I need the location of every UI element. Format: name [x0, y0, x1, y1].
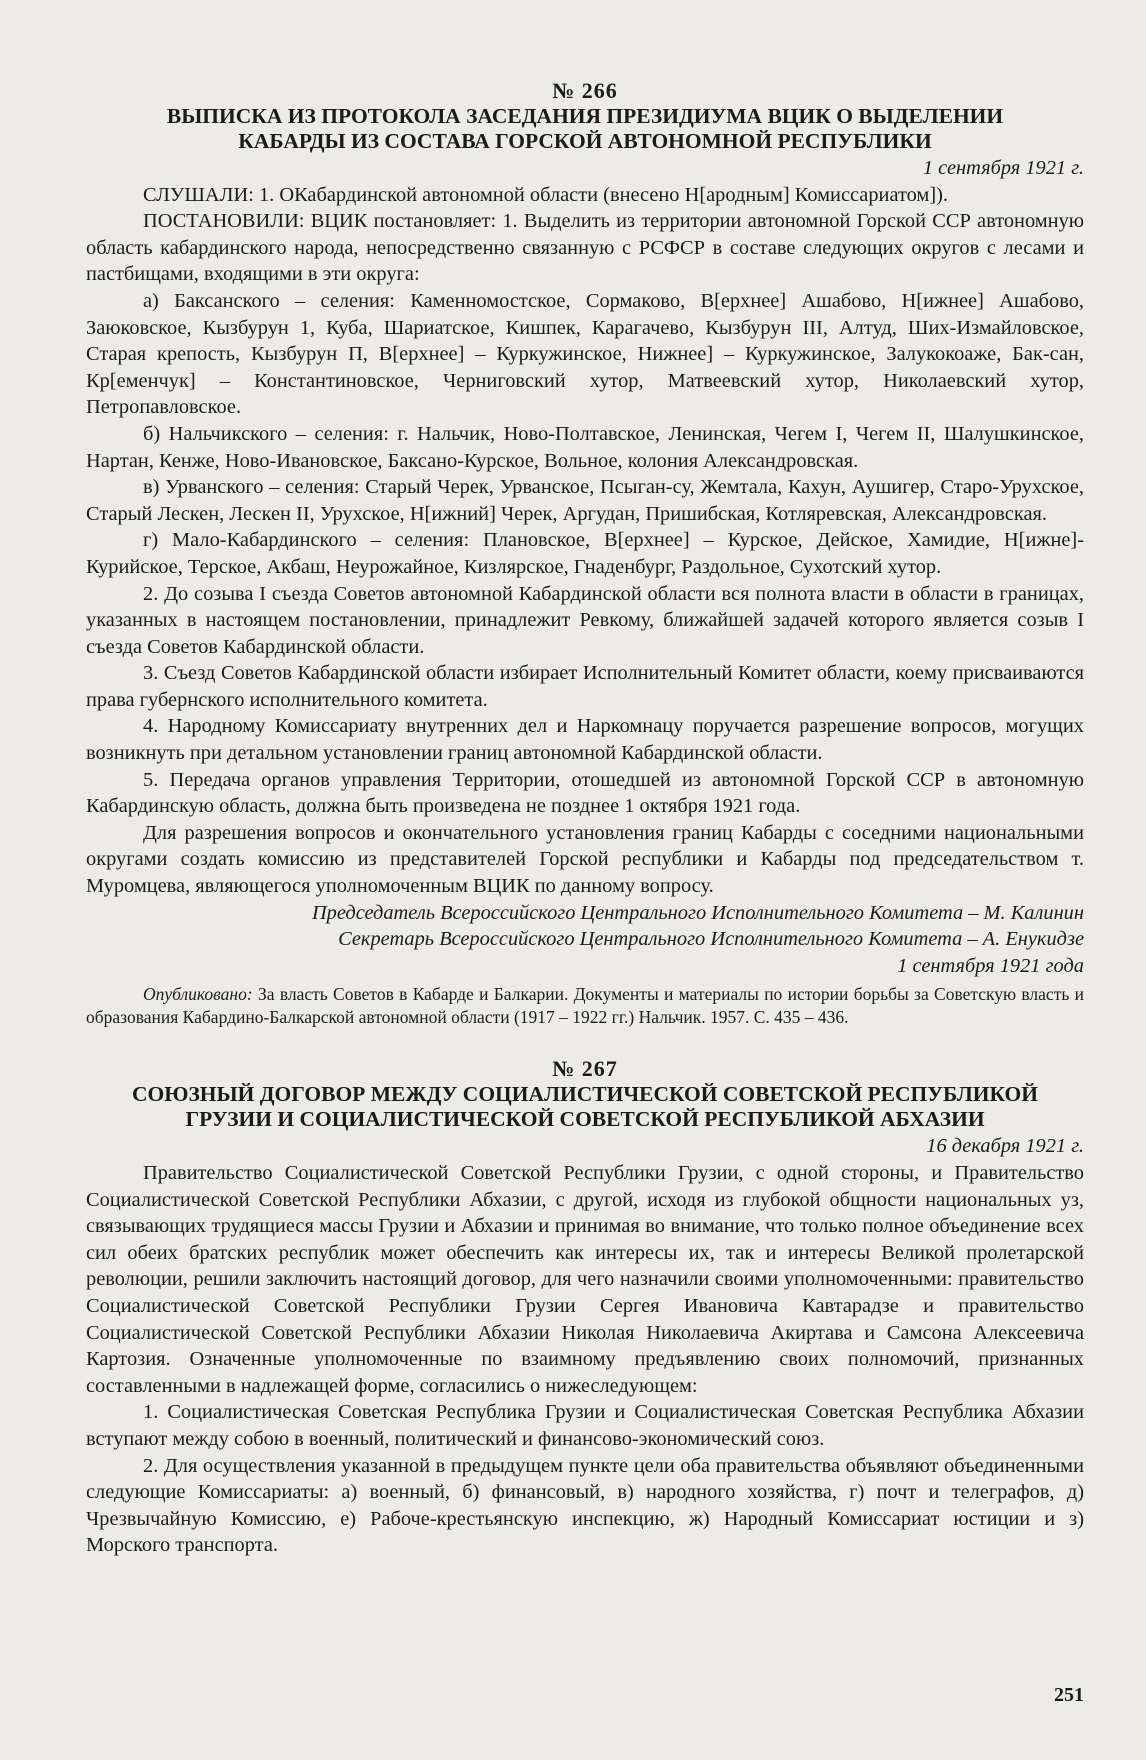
doc-266-paragraph: 2. До созыва I съезда Советов автономной Кабардинской области вся полнота власти в области в границах, указанных в настоящем постановлении, принадлежит Ревкому, ближайшей задачей которого является созыв I съезда Советов Кабардинской области. [86, 582, 1084, 658]
doc-266-title-line-1: ВЫПИСКА ИЗ ПРОТОКОЛА ЗАСЕДАНИЯ ПРЕЗИДИУМА ВЦИК О ВЫДЕЛЕНИИ [166, 104, 1004, 128]
doc-266-paragraph: а) Баксанского – селения: Каменномостское, Сормаково, В[ерхнее] Ашабово, Н[ижнее] Ашабово, Заюковское, Кызбурун 1, Куба, Шариатское, Кишпек, Карагачево, Кызбурун III, Алтуд, Ших-Измайловское, Старая крепость, Кызбурун П, В[ерхнее] – Куркужинское, Нижнее] – Куркужинское, Залукокоаже, Бак-сан, Кр[еменчук] – Константиновское, Черниговский хутор, Матвеевский хутор, Николаевский хутор, Петропавловское. [86, 289, 1084, 419]
doc-266-paragraph: в) Урванского – селения: Старый Черек, Урванское, Псыган-су, Жемтала, Кахун, Аушигер, Старо-Урухское, Старый Лескен, Лескен II, Урухское, Н[ижний] Черек, Аргудан, Пришибская, Котляревская, Александровская. [86, 476, 1084, 525]
doc-267-date: 16 декабря 1921 г. [926, 1135, 1084, 1158]
doc-266-paragraph: 4. Народному Комиссариату внутренних дел и Наркомнацу поручается разрешение вопросов, могущих возникнуть при детальном установлении границ автономной Кабардинской области. [86, 715, 1084, 765]
section-gap [86, 1028, 1084, 1056]
doc-267-paragraph: 2. Для осуществления указанной в предыдущем пункте цели оба правительства объявляют объединенными следующие Комиссариаты: а) военный, б) финансовый, в) народного хозяйства, г) почт и телеграфов, д) Чрезвычайную Комиссию, е) Рабоче-крестьянскую инспекцию, ж) Народный Комиссариат юстиции и з) Морского транспорта. [86, 1454, 1084, 1557]
doc-267-paragraph: 1. Социалистическая Советская Республика Грузии и Социалистическая Советская Республика Абхазии вступают между собою в военный, политический и финансово-экономический союз. [86, 1401, 1084, 1450]
publication-note [86, 983, 1084, 1028]
doc-266-paragraph: 5. Передача органов управления Территории, отошедшей из автономной Горской ССР в автономную Кабардинскую область, должна быть произведена не позднее 1 октября 1921 года. [86, 768, 1084, 818]
doc-266-paragraph: СЛУШАЛИ: 1. ОКабардинской автономной области (внесено Н[ародным] Комиссариатом]). [143, 183, 949, 206]
doc-266-paragraph: Для разрешения вопросов и окончательного установления границ Кабарды с соседними национальными округами создать комиссию из представителей Горской республики и Кабарды под председательством т. Муромцева, являющегося уполномоченным ВЦИК по данному вопросу. [86, 821, 1084, 898]
signature-date: 1 сентября 1921 года [897, 954, 1084, 977]
signature-chairman: Председатель Всероссийского Центрального Исполнительного Комитета – М. Калинин [311, 901, 1084, 924]
publication-label: Опубликовано: [143, 984, 253, 1005]
doc-266-title-line-2: КАБАРДЫ ИЗ СОСТАВА ГОРСКОЙ АВТОНОМНОЙ РЕСПУБЛИКИ [238, 129, 932, 153]
doc-266-date: 1 сентября 1921 г. [922, 157, 1084, 179]
doc-267-title-line-2: ГРУЗИИ И СОЦИАЛИСТИЧЕСКОЙ СОВЕТСКОЙ РЕСПУБЛИКОЙ АБХАЗИИ [185, 1107, 985, 1132]
doc-266-paragraph: б) Нальчикского – селения: г. Нальчик, Ново-Полтавское, Ленинская, Чегем I, Чегем II, Шалушкинское, Нартан, Кенже, Ново-Ивановское, Баксано-Курское, Вольное, колония Александровская. [86, 422, 1084, 472]
doc-267-paragraph: Правительство Социалистической Советской Республики Грузии, с одной стороны, и Правительство Социалистической Советской Республики Абхазии, с другой, исходя из глубокой общности национальных уз, связывающих трудящиеся массы Грузии и Абхазии и принимая во внимание, что только полное объединение всех сил обеих братских республик может обеспечить как интересы их, так и интересы Великой пролетарской революции, решили заключить настоящий договор, для чего назначили своими уполномоченными: правительство Социалистической Советской Республики Грузии Сергея Ивановича Кавтарадзе и правительство Социалистической Советской Республики Абхазии Николая Николаевича Акиртава и Самсона Алексеевича Картозия. Означенные уполномоченные по взаимному предъявлению своих полномочий, признанных составленными в надлежащей форме, согласились о нижеследующем: [86, 1162, 1084, 1397]
signature-secretary: Секретарь Всероссийского Центрального Исполнительного Комитета – А. Енукидзе [338, 928, 1084, 951]
doc-267-number: № 267 [552, 1056, 618, 1082]
doc-266-paragraph: 3. Съезд Советов Кабардинской области избирает Исполнительный Комитет области, коему присваиваются права губернского исполнительного комитета. [86, 662, 1084, 711]
page-number: 251 [1054, 1684, 1084, 1706]
doc-266-paragraph: ПОСТАНОВИЛИ: ВЦИК постановляет: 1. Выделить из территории автономной Горской ССР автономную область кабардинского народа, непосредственно связанную с РСФСР в составе следующих округов с лесами и пастбищами, входящими в эти округа: [86, 210, 1084, 286]
page-content [86, 78, 1084, 1559]
doc-266-paragraph: г) Мало-Кабардинского – селения: Плановское, В[ерхнее] – Курское, Дейское, Хамидие, Н[ижне]-Курийское, Терское, Акбаш, Неурожайное, Кизлярское, Гнаденбург, Раздольное, Сухотский хутор. [86, 529, 1084, 578]
doc-266-number: № 266 [552, 78, 618, 103]
doc-267-title-line-1: СОЮЗНЫЙ ДОГОВОР МЕЖДУ СОЦИАЛИСТИЧЕСКОЙ СОВЕТСКОЙ РЕСПУБЛИКОЙ [132, 1082, 1038, 1107]
publication-source: За власть Советов в Кабарде и Балкарии. Документы и материалы по истории борьбы за Советскую власть и образования Кабардино-Балкарской автономной области (1917 – 1922 гг.) Нальчик. 1957. С. 435 – 436. [86, 984, 1084, 1027]
